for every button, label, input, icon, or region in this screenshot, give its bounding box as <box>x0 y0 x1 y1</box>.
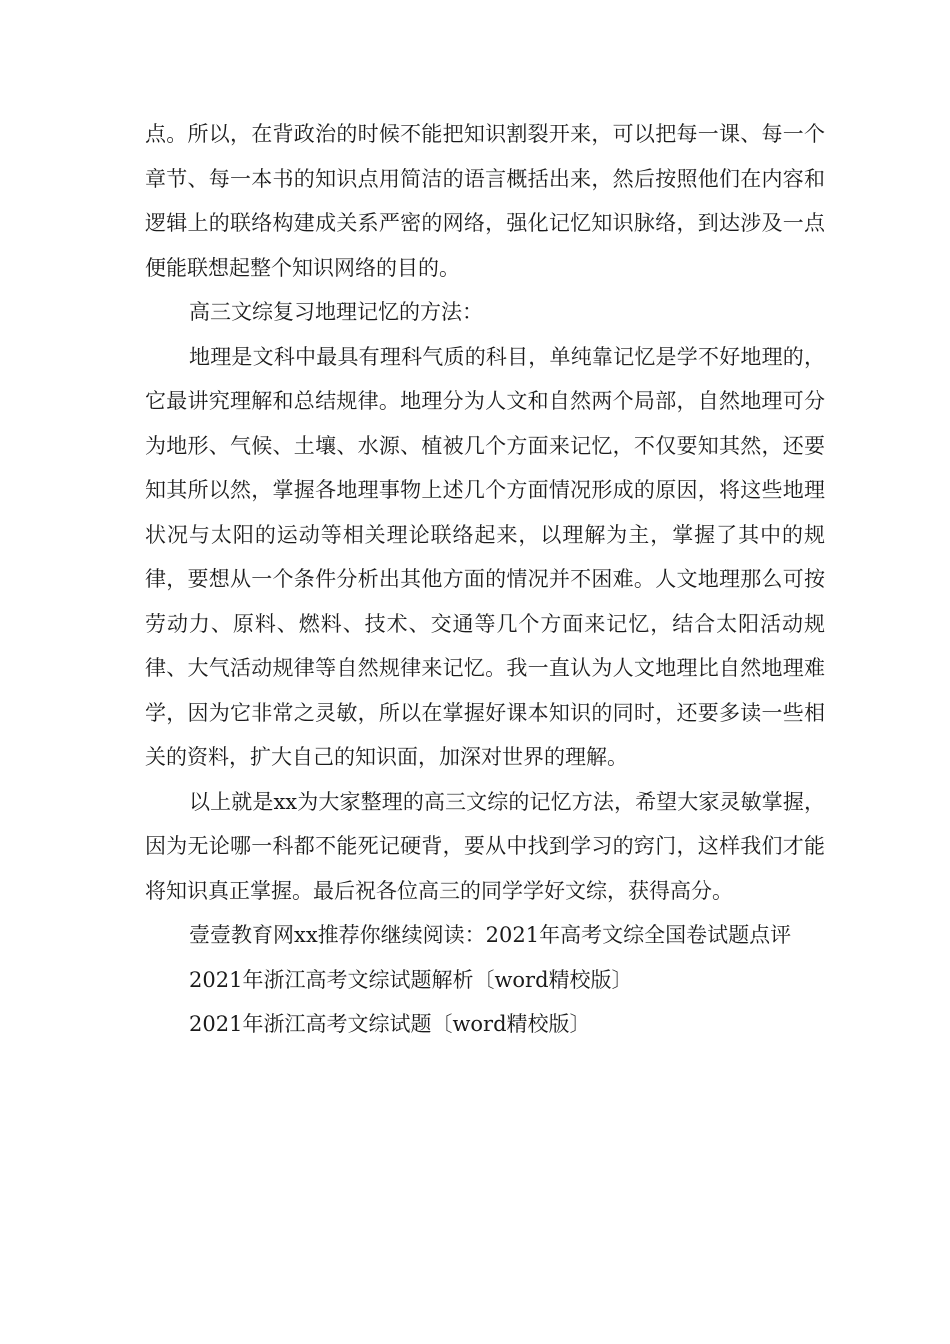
paragraph-related-link-2: 2021年浙江高考文综试题〔word精校版〕 <box>189 1012 591 1036</box>
paragraph-conclusion: 以上就是xx为大家整理的高三文综的记忆方法，希望大家灵敏掌握，因为无论哪一科都不能死记硬背，要从中找到学习的窍门，这样我们才能将知识真正掌握。最后祝各位高三的同学学好文综，获得高分。 <box>145 789 825 903</box>
paragraph-geography-heading: 高三文综复习地理记忆的方法： <box>189 300 483 324</box>
document-body <box>145 112 825 1047</box>
paragraph-related-link-1: 2021年浙江高考文综试题解析〔word精校版〕 <box>189 967 633 992</box>
paragraph-geography-method: 地理是文科中最具有理科气质的科目，单纯靠记忆是学不好地理的，它最讲究理解和总结规律。地理分为人文和自然两个局部，自然地理可分为地形、气候、土壤、水源、植被几个方面来记忆，不仅要知其然，还要知其所以然，掌握各地理事物上述几个方面情况形成的原因，将这些地理状况与太阳的运动等相关理论联络起来，以理解为主，掌握了其中的规律，要想从一个条件分析出其他方面的情况并不困难。人文地理那么可按劳动力、原料、燃料、技术、交通等几个方面来记忆，结合太阳活动规律、大气活动规律等自然规律来记忆。我一直认为人文地理比自然地理难学，因为它非常之灵敏，所以在掌握好课本知识的同时，还要多读一些相关的资料，扩大自己的知识面，加深对世界的理解。 <box>145 344 825 769</box>
paragraph-recommendation: 壹壹教育网xx推荐你继续阅读：2021年高考文综全国卷试题点评 <box>189 923 792 947</box>
paragraph-politics-memory-continued: 点。所以，在背政治的时候不能把知识割裂开来，可以把每一课、每一个章节、每一本书的知识点用简洁的语言概括出来，然后按照他们在内容和逻辑上的联络构建成关系严密的网络，强化记忆知识脉络，到达涉及一点便能联想起整个知识网络的目的。 <box>145 122 825 280</box>
